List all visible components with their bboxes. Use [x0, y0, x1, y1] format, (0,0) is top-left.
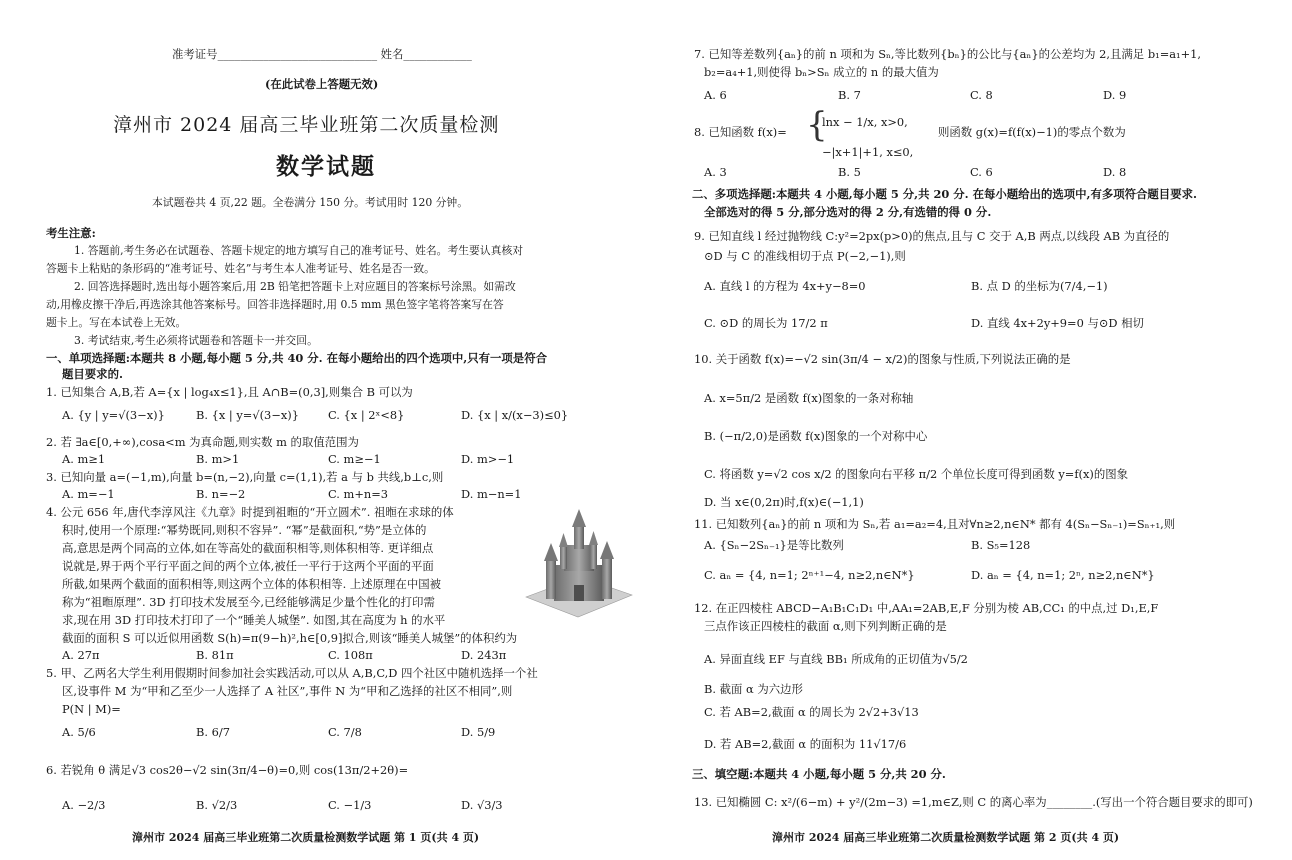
option: C. {x | 2ˣ<8} [328, 408, 405, 422]
option: C. 将函数 y=√2 cos x/2 的图象向右平移 π/2 个单位长度可得到函数 y=f(x)的图象 [704, 467, 1129, 481]
option: C. 108π [328, 648, 373, 662]
option: B. 6/7 [196, 725, 230, 739]
section-heading: 全部选对的得 5 分,部分选对的得 2 分,有选错的得 0 分. [704, 205, 992, 219]
option: D. {x | x/(x−3)≤0} [461, 408, 569, 422]
question-4-line: 称为“祖暅原理”. 3D 打印技术发展至今,已经能够满足少量个性化的打印需 [62, 595, 435, 609]
option: D. 9 [1103, 88, 1127, 102]
notice-line: 1. 答题前,考生务必在试题卷、答题卡规定的地方填写自己的准考证号、姓名。考生要认真核对 [74, 244, 524, 257]
question-9-line: ⊙D 与 C 的准线相切于点 P(−2,−1),则 [704, 249, 906, 263]
option: C. −1/3 [328, 798, 372, 812]
option: B. 点 D 的坐标为(7/4,−1) [971, 279, 1108, 293]
section-heading: 题目要求的. [62, 367, 123, 381]
option: C. m≥−1 [328, 452, 381, 466]
option: C. 若 AB=2,截面 α 的周长为 2√2+3√13 [704, 705, 919, 719]
option: A. 异面直线 EF 与直线 BB₁ 所成角的正切值为√5/2 [704, 652, 968, 666]
subject-title: 数学试题 [276, 153, 376, 180]
question-5-line: P(N | M)= [62, 702, 121, 716]
option: D. 243π [461, 648, 507, 662]
notice-line: 题卡上。写在本试卷上无效。 [46, 316, 187, 329]
option: A. 3 [704, 165, 727, 179]
option: D. 8 [1103, 165, 1127, 179]
option: B. 7 [838, 88, 861, 102]
castle-figure [520, 505, 638, 623]
exam-title: 漳州市 2024 届高三毕业班第二次质量检测 [113, 114, 500, 136]
exam-page-2 [646, 0, 1292, 860]
option: D. m>−1 [461, 452, 515, 466]
option: D. 5/9 [461, 725, 496, 739]
candidate-info-line: 准考证号____________________________ 姓名____________ [172, 47, 472, 61]
option: C. 8 [970, 88, 993, 102]
option: B. (−π/2,0)是函数 f(x)图象的一个对称中心 [704, 429, 928, 443]
page-footer: 漳州市 2024 届高三毕业班第二次质量检测数学试题 第 1 页(共 4 页) [132, 831, 480, 844]
question-5-line: 区,设事件 M 为“甲和乙至少一人选择了 A 社区”,事件 N 为“甲和乙选择的社区不相同”,则 [62, 684, 513, 698]
option: B. m>1 [196, 452, 240, 466]
option: C. 6 [970, 165, 993, 179]
question-4-line: 4. 公元 656 年,唐代李淳风注《九章》时提到祖暅的“开立圆术”. 祖暅在求球的体 [46, 505, 454, 519]
option: A. 6 [704, 88, 727, 102]
option: A. m≥1 [62, 452, 106, 466]
option: B. 81π [196, 648, 234, 662]
option: C. m+n=3 [328, 487, 389, 501]
option: A. −2/3 [62, 798, 106, 812]
option: A. 5/6 [62, 725, 96, 739]
option: A. m=−1 [62, 487, 115, 501]
option: C. ⊙D 的周长为 17/2 π [704, 316, 828, 330]
option: B. n=−2 [196, 487, 246, 501]
notice-line: 动,用橡皮擦干净后,再选涂其他答案标号。回答非选择题时,用 0.5 mm 黑色签字笔将答案写在答 [46, 298, 504, 311]
option: C. aₙ = {4, n=1; 2ⁿ⁺¹−4, n≥2,n∈N*} [704, 568, 915, 582]
option: B. {x | y=√(3−x)} [196, 408, 299, 422]
option: B. 截面 α 为六边形 [704, 682, 803, 696]
option: D. 若 AB=2,截面 α 的面积为 11√17/6 [704, 737, 907, 751]
question-3-stem: 3. 已知向量 a=(−1,m),向量 b=(n,−2),向量 c=(1,1),若 a 与 b 共线,b⊥c,则 [46, 470, 444, 484]
question-4-line: 积时,使用一个原理:“幂势既同,则积不容异”. “幂”是截面积,“势”是立体的 [62, 523, 427, 537]
option: B. S₅=128 [971, 538, 1031, 552]
question-4-line: 高,意思是两个同高的立体,如在等高处的截面积相等,则体积相等. 更详细点 [62, 541, 434, 555]
question-7-line: b₂=a₄+1,则使得 bₙ>Sₙ 成立的 n 的最大值为 [704, 65, 939, 79]
option: A. x=5π/2 是函数 f(x)图象的一条对称轴 [704, 391, 914, 405]
option: A. 直线 l 的方程为 4x+y−8=0 [704, 279, 866, 293]
option: D. m−n=1 [461, 487, 522, 501]
question-12-line: 三点作该正四棱柱的截面 α,则下列判断正确的是 [704, 619, 947, 633]
question-1-stem: 1. 已知集合 A,B,若 A={x | log₄x≤1},且 A∩B=(0,3],则集合 B 可以为 [46, 385, 413, 399]
notice-title: 考生注意: [46, 226, 96, 240]
option: B. 5 [838, 165, 861, 179]
page-footer: 漳州市 2024 届高三毕业班第二次质量检测数学试题 第 2 页(共 4 页) [772, 831, 1120, 844]
question-12-line: 12. 在正四棱柱 ABCD−A₁B₁C₁D₁ 中,AA₁=2AB,E,F 分别为棱 AB,CC₁ 的中点,过 D₁,E,F [694, 601, 1159, 615]
option: D. 当 x∈(0,2π)时,f(x)∈(−1,1) [704, 495, 864, 509]
piecewise-case: lnx − 1/x, x>0, [822, 115, 908, 129]
question-2-stem: 2. 若 ∃a∈[0,+∞),cosa<m 为真命题,则实数 m 的取值范围为 [46, 435, 359, 449]
question-9-line: 9. 已知直线 l 经过抛物线 C:y²=2px(p>0)的焦点,且与 C 交于 A,B 两点,以线段 AB 为直径的 [694, 229, 1170, 243]
option: A. {Sₙ−2Sₙ₋₁}是等比数列 [704, 538, 844, 552]
notice-line: 答题卡上粘贴的条形码的“准考证号、姓名”与考生本人准考证号、姓名是否一致。 [46, 262, 435, 275]
option: D. √3/3 [461, 798, 503, 812]
question-7-line: 7. 已知等差数列{aₙ}的前 n 项和为 Sₙ,等比数列{bₙ}的公比与{aₙ}的公差均为 2,且满足 b₁=a₁+1, [694, 47, 1202, 61]
question-4-line: 说就是,界于两个平行平面之间的两个立体,被任一平行于这两个平面的平面 [62, 559, 434, 573]
question-4-line: 求,现在用 3D 打印技术打印了一个“睡美人城堡”. 如图,其在高度为 h 的水平 [62, 613, 446, 627]
question-4-line: 所截,如果两个截面的面积相等,则这两个立体的体积相等. 上述原理在中国被 [62, 577, 441, 591]
question-13: 13. 已知椭圆 C: x²/(6−m) + y²/(2m−3) =1,m∈Z,则 C 的离心率为________.(写出一个符合题目要求的即可) [694, 795, 1253, 809]
question-5-line: 5. 甲、乙两名大学生利用假期时间参加社会实践活动,可以从 A,B,C,D 四个社区中随机选择一个社 [46, 666, 538, 680]
option: C. 7/8 [328, 725, 362, 739]
question-11-stem: 11. 已知数列{aₙ}的前 n 项和为 Sₙ,若 a₁=a₂=4,且对∀n≥2,n∈N* 都有 4(Sₙ−Sₙ₋₁)=Sₙ₊₁,则 [694, 517, 1176, 531]
option: A. 27π [62, 648, 100, 662]
question-4-line: 截面的面积 S 可以近似用函数 S(h)=π(9−h)²,h∈[0,9]拟合,则该“睡美人城堡”的体积约为 [62, 631, 518, 645]
brace-symbol: { [806, 105, 828, 145]
question-8-suffix: 则函数 g(x)=f(f(x)−1)的零点个数为 [938, 125, 1126, 139]
option: D. 直线 4x+2y+9=0 与⊙D 相切 [971, 316, 1144, 330]
section-heading: 二、多项选择题:本题共 4 小题,每小题 5 分,共 20 分. 在每小题给出的选项中,有多项符合题目要求. [692, 187, 1197, 201]
section-heading: 一、单项选择题:本题共 8 小题,每小题 5 分,共 40 分. 在每小题给出的四个选项中,只有一项是符合 [46, 351, 547, 365]
option: D. aₙ = {4, n=1; 2ⁿ, n≥2,n∈N*} [971, 568, 1155, 582]
option: A. {y | y=√(3−x)} [62, 408, 165, 422]
question-10-stem: 10. 关于函数 f(x)=−√2 sin(3π/4 − x/2)的图象与性质,下列说法正确的是 [694, 352, 1071, 366]
question-8-prefix: 8. 已知函数 f(x)= [694, 125, 787, 139]
notice-line: 3. 考试结束,考生必须将试题卷和答题卡一并交回。 [74, 334, 318, 347]
exam-note: (在此试卷上答题无效) [265, 77, 379, 91]
option: B. √2/3 [196, 798, 238, 812]
question-6-stem: 6. 若锐角 θ 满足√3 cos2θ−√2 sin(3π/4−θ)=0,则 cos(13π/2+2θ)= [46, 763, 409, 777]
notice-line: 2. 回答选择题时,选出每小题答案后,用 2B 铅笔把答题卡上对应题目的答案标号涂黑。如需改 [74, 280, 516, 293]
exam-intro: 本试题卷共 4 页,22 题。全卷满分 150 分。考试用时 120 分钟。 [152, 196, 469, 209]
section-heading: 三、填空题:本题共 4 小题,每小题 5 分,共 20 分. [692, 767, 946, 781]
piecewise-case: −|x+1|+1, x≤0, [822, 145, 914, 159]
